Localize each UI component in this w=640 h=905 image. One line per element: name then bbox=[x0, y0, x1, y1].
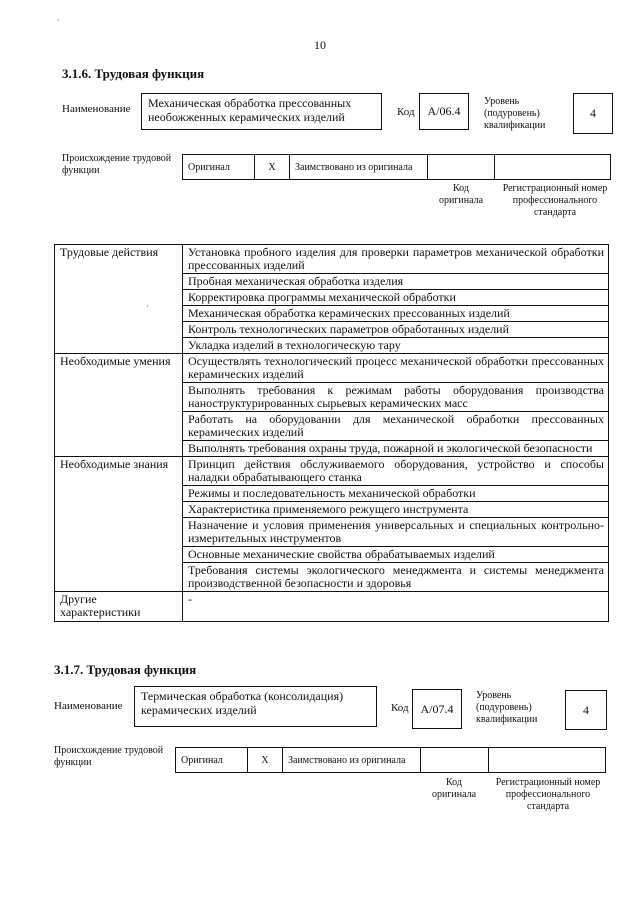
knowledge-item: Основные механические свойства обрабатываемых изделий bbox=[183, 547, 609, 563]
level-value-box: 4 bbox=[573, 93, 613, 134]
name-label: Наименование bbox=[54, 700, 123, 712]
labor-action-item: Механическая обработка керамических прессованных изделий bbox=[183, 306, 609, 322]
page-number: 10 bbox=[314, 38, 326, 52]
skill-item: Работать на оборудовании для механической обработки прессованных керамических изделий bbox=[183, 412, 609, 441]
origin-label: Происхождение трудовой функции bbox=[62, 153, 172, 176]
code-value-box: A/06.4 bbox=[419, 93, 469, 130]
origin-row bbox=[175, 747, 606, 773]
knowledge-item: Назначение и условия применения универсальных и специальных контрольно-измерительных инструментов bbox=[183, 518, 609, 547]
function-details-table bbox=[54, 244, 609, 622]
knowledge-header: Необходимые знания bbox=[55, 457, 183, 592]
code-label: Код bbox=[397, 106, 415, 118]
other-header: Другие характеристики bbox=[55, 592, 183, 622]
borrowed-cell: Заимствовано из оригинала bbox=[283, 748, 421, 772]
labor-action-item: Корректировка программы механической обработки bbox=[183, 290, 609, 306]
knowledge-item: Характеристика применяемого режущего инструмента bbox=[183, 502, 609, 518]
caption-reg-number: Регистрационный номер профессионального стандарта bbox=[495, 777, 601, 812]
reg-number-cell bbox=[495, 155, 610, 179]
knowledge-item: Требования системы экологического менеджмента и системы менеджмента производственной безопасности и здоровья bbox=[183, 563, 609, 592]
function-name-box: Термическая обработка (консолидация) керамических изделий bbox=[134, 686, 377, 727]
original-cell: Оригинал bbox=[183, 155, 255, 179]
knowledge-item: Принцип действия обслуживаемого оборудования, устройство и способы наладки обрабатывающего станка bbox=[183, 457, 609, 486]
other-value: - bbox=[183, 592, 609, 622]
code-label: Код bbox=[391, 702, 409, 714]
labor-action-item: Контроль технологических параметров обработанных изделий bbox=[183, 322, 609, 338]
level-label: Уровень (подуровень) квалификации bbox=[476, 690, 538, 725]
caption-origin-code: Код оригинала bbox=[431, 777, 477, 800]
original-mark: X bbox=[255, 155, 290, 179]
scan-dot: · bbox=[57, 16, 60, 25]
skills-header: Необходимые умения bbox=[55, 354, 183, 457]
origin-label: Происхождение трудовой функции bbox=[54, 745, 164, 768]
section-title-3-1-7: 3.1.7. Трудовая функция bbox=[54, 662, 197, 677]
original-mark: X bbox=[248, 748, 283, 772]
origin-code-cell bbox=[428, 155, 495, 179]
labor-actions-header: Трудовые действия bbox=[55, 245, 183, 354]
knowledge-item: Режимы и последовательность механической обработки bbox=[183, 486, 609, 502]
skill-item: Осуществлять технологический процесс механической обработки прессованных керамических изделий bbox=[183, 354, 609, 383]
level-label: Уровень (подуровень) квалификации bbox=[484, 96, 546, 131]
labor-action-item: Установка пробного изделия для проверки параметров механической обработки прессованных изделий bbox=[183, 245, 609, 274]
labor-action-item: Пробная механическая обработка изделия bbox=[183, 274, 609, 290]
skill-item: Выполнять требования охраны труда, пожарной и экологической безопасности bbox=[183, 441, 609, 457]
labor-action-item: Укладка изделий в технологическую тару bbox=[183, 338, 609, 354]
original-cell: Оригинал bbox=[176, 748, 248, 772]
caption-reg-number: Регистрационный номер профессионального стандарта bbox=[502, 183, 608, 218]
reg-number-cell bbox=[489, 748, 605, 772]
origin-code-cell bbox=[421, 748, 489, 772]
function-name-box: Механическая обработка прессованных необожженных керамических изделий bbox=[141, 93, 382, 130]
skill-item: Выполнять требования к режимам работы оборудования производства наноструктурированных сырьевых керамических масс bbox=[183, 383, 609, 412]
name-label: Наименование bbox=[62, 103, 131, 115]
origin-row bbox=[182, 154, 611, 180]
level-value-box: 4 bbox=[565, 690, 607, 730]
borrowed-cell: Заимствовано из оригинала bbox=[290, 155, 428, 179]
section-title-3-1-6: 3.1.6. Трудовая функция bbox=[62, 66, 205, 81]
caption-origin-code: Код оригинала bbox=[438, 183, 484, 206]
code-value-box: A/07.4 bbox=[412, 689, 462, 729]
scan-dot: · bbox=[146, 302, 149, 311]
